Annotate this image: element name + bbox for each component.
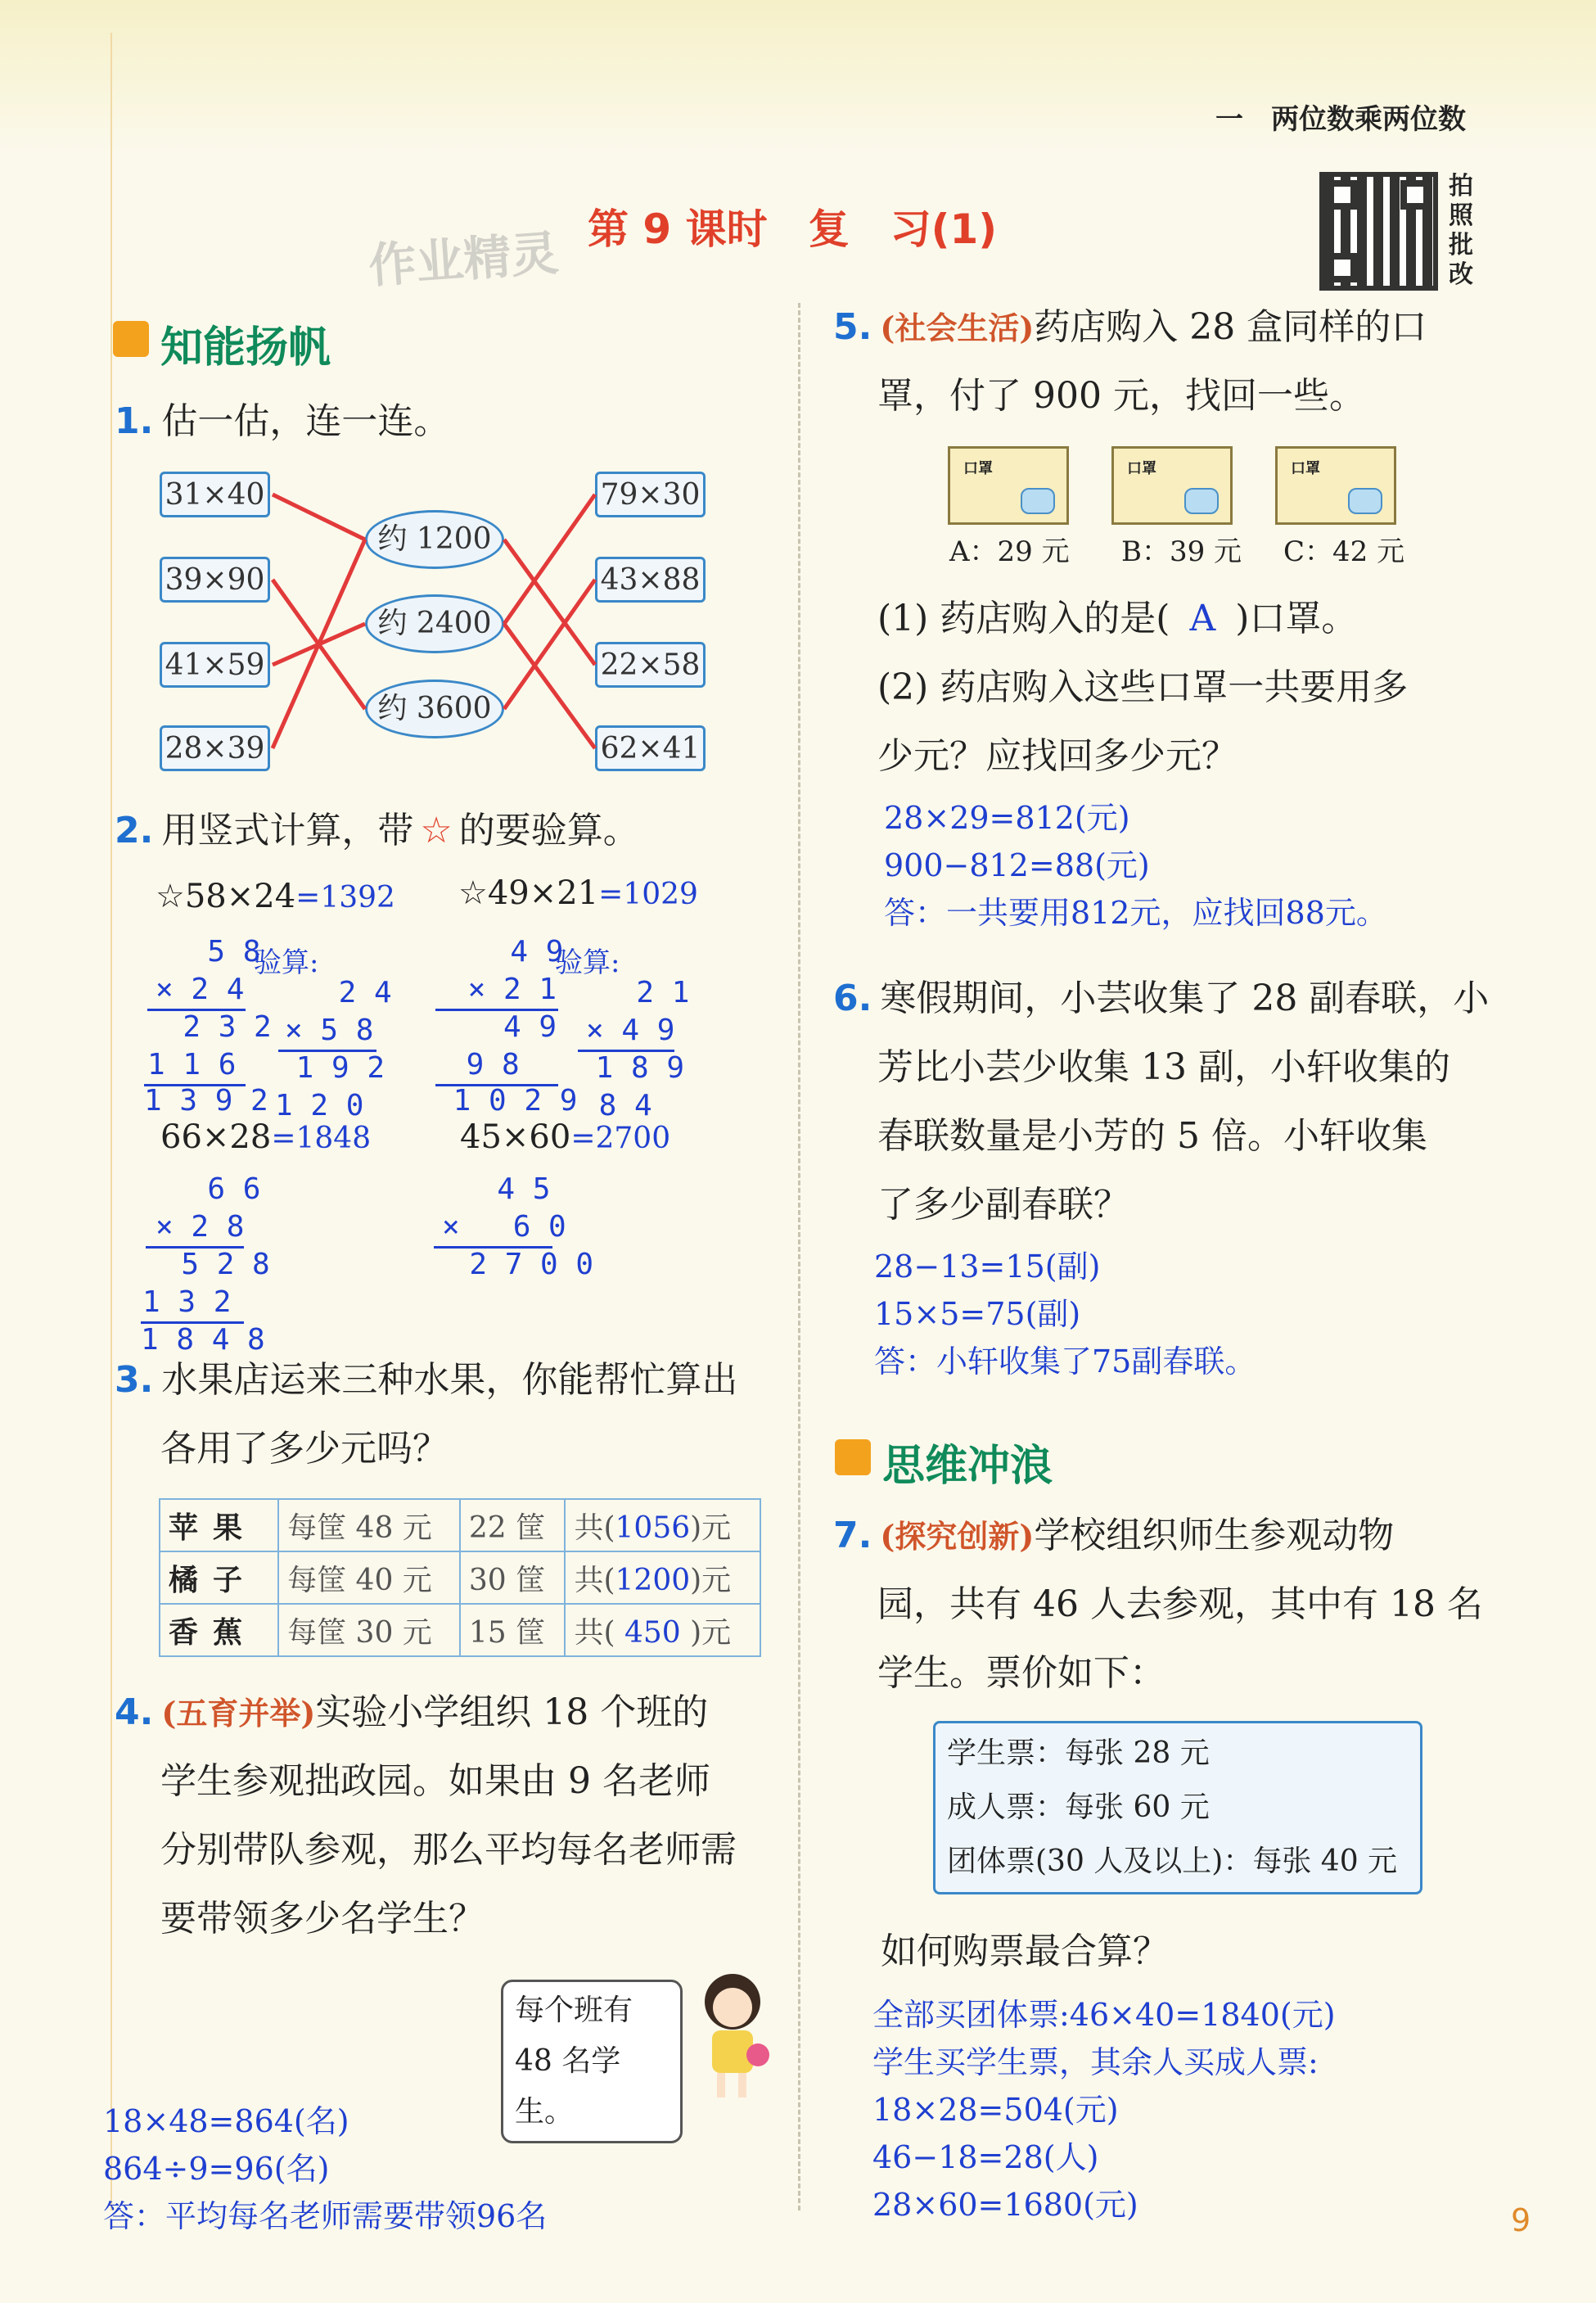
total-cell: 共( 450 )元 — [565, 1604, 760, 1656]
section-icon-wave — [835, 1439, 871, 1475]
speech-bubble: 每个班有 48 名学生。 — [501, 1980, 683, 2143]
q1-mid-2[interactable]: 约 3600 — [365, 680, 504, 738]
q1-mid-1[interactable]: 约 2400 — [365, 594, 504, 653]
v1-2: 2 3 2 — [147, 1010, 272, 1044]
chapter-title: 一 两位数乘两位数 — [1215, 103, 1466, 136]
v2c-1: × 4 9 — [586, 1014, 675, 1047]
mask-box-b: 口罩 — [1111, 446, 1233, 525]
watermark: 作业精灵 — [367, 224, 561, 294]
total-cell: 共(1056)元 — [565, 1499, 760, 1551]
q7-line2: 园，共有 46 人去参观，其中有 18 名 — [877, 1583, 1483, 1625]
total-cell: 共(1200)元 — [565, 1551, 760, 1604]
v1-3: 1 1 6 — [147, 1048, 237, 1082]
option-a: A：29 元 — [949, 535, 1070, 568]
v4-0: 4 5 — [462, 1172, 551, 1206]
q1-left-0[interactable]: 31×40 — [160, 472, 270, 517]
v2-0: 4 9 — [475, 935, 564, 969]
q1-left-2[interactable]: 41×59 — [160, 642, 270, 688]
q5-sub1: (1) 药店购入的是( A )口罩。 — [877, 598, 1358, 639]
option-b: B：39 元 — [1121, 535, 1242, 568]
q2-check-label-1: 验算: — [254, 946, 319, 979]
table-row: 香蕉 每筐 30 元 15 筐 共( 450 )元 — [160, 1604, 760, 1656]
q2-check-label-2: 验算: — [555, 946, 620, 979]
q5-sub2a: (2) 药店购入这些口罩一共要用多 — [877, 666, 1409, 708]
q6-line4: 了多少副春联？ — [877, 1184, 1129, 1226]
q5-sub2b: 少元？应找回多少元？ — [877, 735, 1238, 777]
q1-left-1[interactable]: 39×90 — [160, 557, 270, 603]
q1-right-0[interactable]: 79×30 — [595, 472, 706, 517]
q4-line4: 要带领多少名学生？ — [160, 1898, 485, 1939]
mask-box-a: 口罩 — [948, 446, 1069, 525]
table-row: 苹果 每筐 48 元 22 筐 共(1056)元 — [160, 1499, 760, 1551]
q2-p3: 66×28=1848 — [160, 1118, 372, 1156]
q1-right-1[interactable]: 43×88 — [595, 557, 706, 603]
q7-line3: 学生。票价如下： — [877, 1652, 1165, 1694]
lesson-title: 第 9 课时 复 习(1) — [588, 205, 998, 253]
v2c-3: 8 4 — [581, 1089, 652, 1122]
q4-line1: 4. (五育并举)实验小学组织 18 个班的 — [115, 1691, 709, 1733]
q1-left-3[interactable]: 28×39 — [160, 725, 270, 771]
star-icon: ☆ — [420, 810, 453, 851]
q1-text: 1. 估一估，连一连。 — [115, 400, 450, 442]
v2c-2: 1 8 9 — [578, 1051, 685, 1085]
v2-3: 9 8 — [449, 1048, 520, 1082]
q2-p4: 45×60=2700 — [460, 1118, 671, 1156]
v2-1: × 2 1 — [450, 973, 557, 1006]
girl-illustration — [688, 1965, 778, 2104]
section-heading-2: 思维冲浪 — [882, 1442, 1053, 1491]
q6-answer: 28−13=15(副) 15×5=75(副) 答：小轩收集了75副春联。 — [874, 1249, 1256, 1380]
section-heading-1: 知能扬帆 — [160, 323, 331, 373]
q1-right-3[interactable]: 62×41 — [595, 725, 706, 771]
price-list-box: 学生票：每张 28 元 成人票：每张 60 元 团体票(30 人及以上)：每张 40 元 — [933, 1721, 1422, 1894]
v1-1: × 2 4 — [156, 973, 245, 1006]
q4-line2: 学生参观拙政园。如果由 9 名老师 — [160, 1760, 710, 1802]
q7-line1: 7. (探究创新)学校组织师生参观动物 — [833, 1515, 1395, 1556]
q5-line1: 5. (社会生活)药店购入 28 盒同样的口 — [833, 306, 1427, 348]
fruit-table — [159, 1498, 761, 1657]
v1c-3: 1 2 0 — [275, 1089, 364, 1122]
v1-0: 5 8 — [172, 935, 261, 969]
q1-mid-0[interactable]: 约 1200 — [365, 510, 504, 569]
q2-p1: ☆58×24=1392 — [156, 878, 395, 915]
page-number: 9 — [1511, 2202, 1531, 2238]
v4-1: × 6 0 — [442, 1210, 566, 1244]
v2-4: 1 0 2 9 — [435, 1084, 578, 1118]
v1c-0: 2 4 — [321, 976, 392, 1009]
q2-text: 2. 用竖式计算，带 ☆ 的要验算。 — [115, 810, 639, 851]
q5-answer: 28×29=812(元) 900−812=88(元) 答：一共要用812元，应找回88元。 — [884, 800, 1387, 931]
q1-line-3 — [273, 540, 365, 748]
v2c-0: 2 1 — [601, 976, 690, 1009]
v3-3: 1 3 2 — [142, 1285, 232, 1319]
v3-4: 1 8 4 8 — [141, 1323, 265, 1357]
option-c: C：42 元 — [1283, 535, 1405, 568]
q6-line3: 春联数量是小芳的 5 倍。小轩收集 — [877, 1115, 1427, 1157]
q3-line1: 3. 水果店运来三种水果，你能帮忙算出 — [115, 1359, 738, 1401]
q3-line2: 各用了多少元吗？ — [160, 1428, 449, 1470]
v2-2: 4 9 — [450, 1010, 557, 1044]
q6-line1: 6. 寒假期间，小芸收集了 28 副春联，小 — [833, 978, 1490, 1019]
v4-2: 2 7 0 0 — [434, 1248, 594, 1281]
v3-0: 6 6 — [172, 1172, 261, 1206]
q1-line-0 — [273, 494, 365, 540]
v1c-2: 1 9 2 — [278, 1051, 385, 1085]
v1-4: 1 3 9 2 — [144, 1084, 268, 1118]
v1c-1: × 5 8 — [285, 1014, 374, 1047]
q2-p2: ☆49×21=1029 — [458, 874, 698, 912]
v3-1: × 2 8 — [156, 1210, 245, 1244]
v3-2: 5 2 8 — [146, 1248, 270, 1281]
q4-answer: 18×48=864(名) 864÷9=96(名) 答：平均每名老师需要带领96名 — [103, 2103, 548, 2234]
table-row: 橘子 每筐 40 元 30 筐 共(1200)元 — [160, 1551, 760, 1604]
q1-right-2[interactable]: 22×58 — [595, 642, 706, 688]
mask-box-c: 口罩 — [1275, 446, 1396, 525]
q5-line2: 罩，付了 900 元，找回一些。 — [877, 375, 1365, 417]
qr-caption: 拍 照 批 改 — [1449, 172, 1473, 289]
q4-line3: 分别带队参观，那么平均每名老师需 — [160, 1829, 737, 1871]
q6-line2: 芳比小芸少收集 13 副，小轩收集的 — [877, 1046, 1450, 1088]
q7-answer: 全部买团体票:46×40=1840(元) 学生买学生票，其余人买成人票: 18×28=504(元) 46−18=28(人) 28×60=1680(元) — [872, 1997, 1336, 2223]
q7-question: 如何购票最合算？ — [881, 1930, 1169, 1972]
